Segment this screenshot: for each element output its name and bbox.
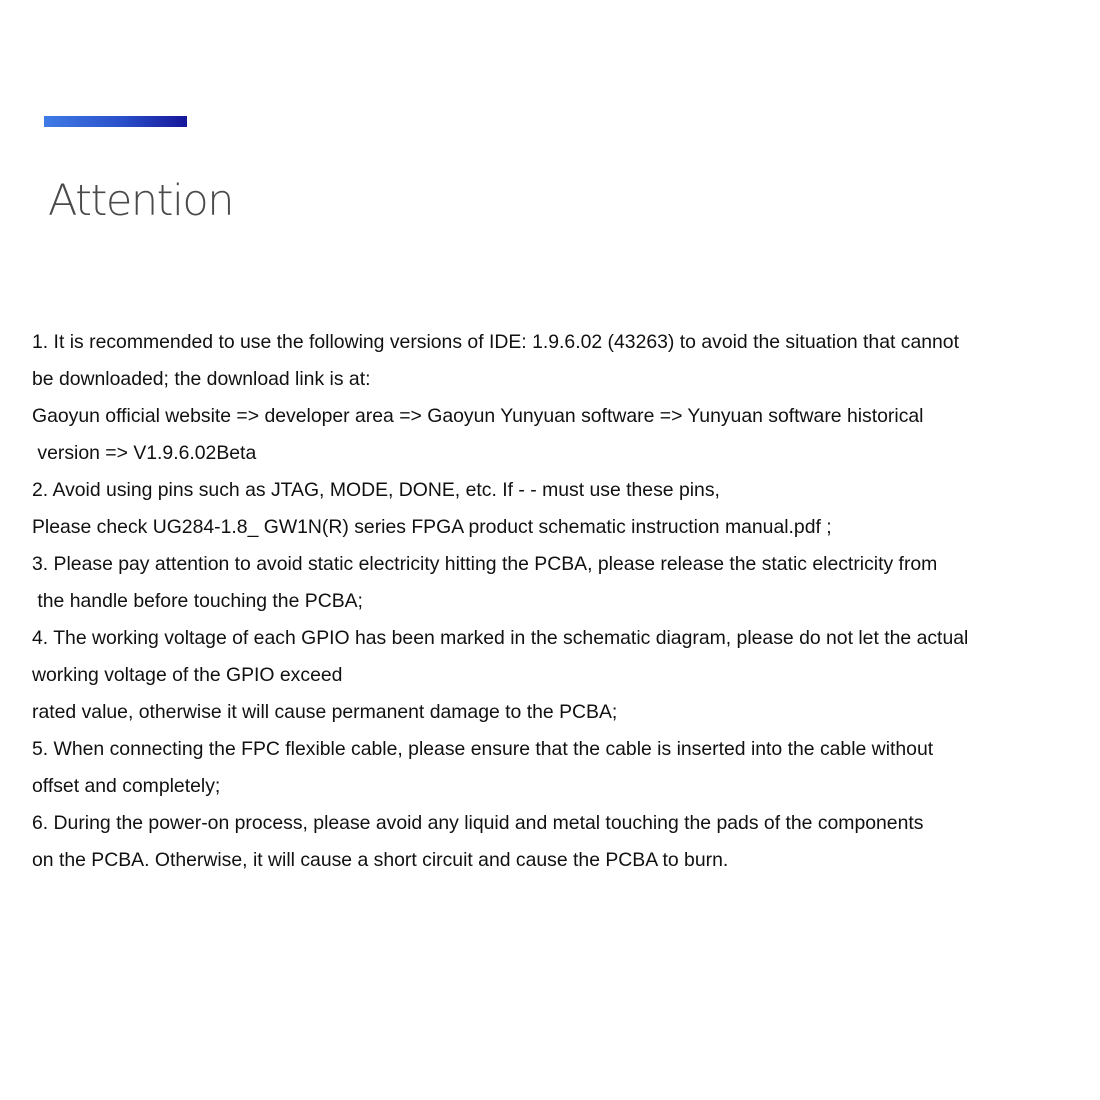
note-line: the handle before touching the PCBA; xyxy=(32,590,363,612)
accent-bar xyxy=(44,116,187,127)
page-title: Attention xyxy=(48,176,233,226)
note-line: Gaoyun official website => developer area => Gaoyun Yunyuan software => Yunyuan software historical xyxy=(32,405,924,427)
note-line: offset and completely; xyxy=(32,775,221,797)
note-line: 1. It is recommended to use the following versions of IDE: 1.9.6.02 (43263) to avoid the situation that cannot xyxy=(32,331,959,353)
note-line: version => V1.9.6.02Beta xyxy=(32,442,257,464)
note-line: on the PCBA. Otherwise, it will cause a short circuit and cause the PCBA to burn. xyxy=(32,849,729,871)
note-line: Please check UG284-1.8_ GW1N(R) series FPGA product schematic instruction manual.pdf ; xyxy=(32,516,832,538)
note-line: be downloaded; the download link is at: xyxy=(32,368,371,390)
attention-notes xyxy=(32,324,1094,879)
note-line: 2. Avoid using pins such as JTAG, MODE, DONE, etc. If - - must use these pins, xyxy=(32,479,720,501)
note-line: 5. When connecting the FPC flexible cable, please ensure that the cable is inserted into the cable without xyxy=(32,738,934,760)
note-line: 4. The working voltage of each GPIO has been marked in the schematic diagram, please do not let the actual xyxy=(32,627,969,649)
note-line: working voltage of the GPIO exceed xyxy=(32,664,343,686)
note-line: 3. Please pay attention to avoid static electricity hitting the PCBA, please release the static electricity from xyxy=(32,553,938,575)
note-line: rated value, otherwise it will cause permanent damage to the PCBA; xyxy=(32,701,618,723)
note-line: 6. During the power-on process, please avoid any liquid and metal touching the pads of the components xyxy=(32,812,924,834)
